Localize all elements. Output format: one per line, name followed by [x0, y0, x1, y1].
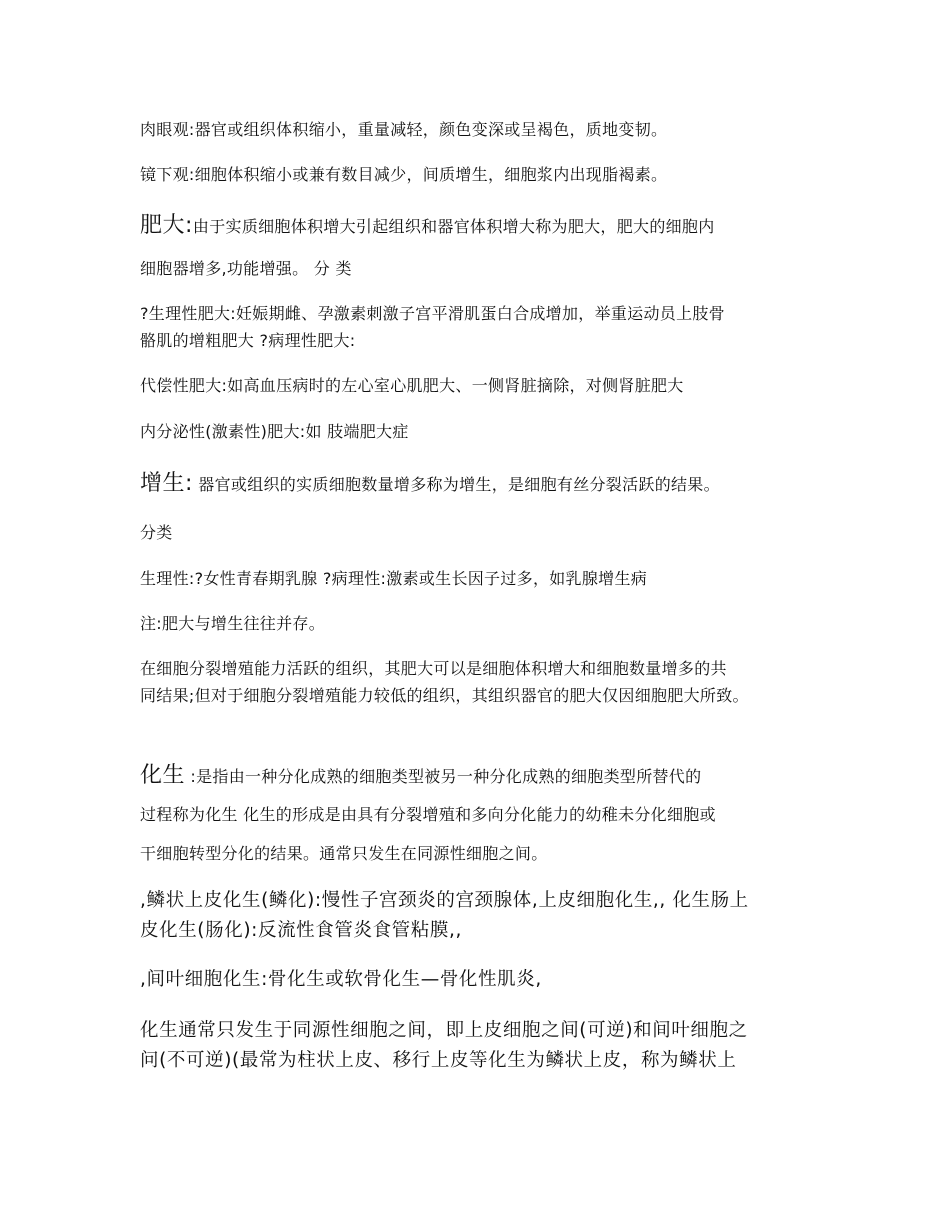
- text-line: 生理性:?女性青春期乳腺 ?病理性:激素或生长因子过多，如乳腺增生病: [140, 569, 648, 588]
- text-line: ,鳞状上皮化生(鳞化):慢性子宫颈炎的宫颈腺体,上皮细胞化生,, 化生肠上: [140, 890, 749, 911]
- text-line: 皮化生(肠化):反流性食管炎食管粘膜,,: [140, 920, 462, 941]
- text-line: 器官或组织的实质细胞数量增多称为增生，是细胞有丝分裂活跃的结果。: [192, 475, 720, 494]
- text-line: 肉眼观:器官或组织体积缩小，重量减轻，颜色变深或呈褐色，质地变韧。: [140, 120, 668, 139]
- text-line: 代偿性肥大:如高血压病时的左心室心肌肥大、一侧肾脏摘除，对侧肾脏肥大: [140, 376, 684, 395]
- section-heading: 化生: [140, 763, 186, 788]
- text-line: 注:肥大与增生往往并存。: [140, 614, 325, 633]
- section-heading: 肥大:: [140, 213, 193, 238]
- text-line: 干细胞转型分化的结果。通常只发生在同源性细胞之间。: [140, 844, 548, 863]
- text-line: ,间叶细胞化生:骨化生或软骨化生—骨化性肌炎,: [140, 969, 542, 990]
- text-line: 化生通常只发生于同源性细胞之间，即上皮细胞之间(可逆)和间叶细胞之: [140, 1020, 748, 1041]
- text-line: 同结果;但对于细胞分裂增殖能力较低的组织，其组织器官的肥大仅因细胞肥大所致。: [140, 686, 749, 705]
- text-line: 镜下观:细胞体积缩小或兼有数目减少，间质增生，细胞浆内出现脂褐素。: [140, 165, 668, 184]
- text-line: :是指由一种分化成熟的细胞类型被另一种分化成熟的细胞类型所替代的: [185, 767, 702, 786]
- text-line: 内分泌性(激素性)肥大:如 肢端肥大症: [140, 422, 409, 441]
- text-line: 在细胞分裂增殖能力活跃的组织，其肥大可以是细胞体积增大和细胞数量增多的共: [140, 659, 727, 678]
- text-line: 分类: [140, 523, 173, 542]
- text-line: 问(不可逆)(最常为柱状上皮、移行上皮等化生为鳞状上皮，称为鳞状上: [140, 1050, 737, 1071]
- text-line: 过程称为化生 化生的形成是由具有分裂增殖和多向分化能力的幼稚未分化细胞或: [140, 805, 716, 824]
- text-line: ?生理性肥大:妊娠期雌、孕激素刺激子宫平滑肌蛋白合成增加，举重运动员上肢骨: [140, 304, 725, 323]
- text-line: 由于实质细胞体积增大引起组织和器官体积增大称为肥大，肥大的细胞内: [192, 217, 715, 236]
- section-metaplasia: [140, 763, 702, 788]
- text-line: 细胞器增多,功能增强。 分 类: [140, 259, 352, 278]
- section-heading: 增生:: [140, 471, 193, 496]
- section-hyperplasia: [140, 471, 720, 496]
- text-line: 骼肌的增粗肥大 ?病理性肥大:: [140, 331, 356, 350]
- section-hypertrophy: [140, 213, 715, 238]
